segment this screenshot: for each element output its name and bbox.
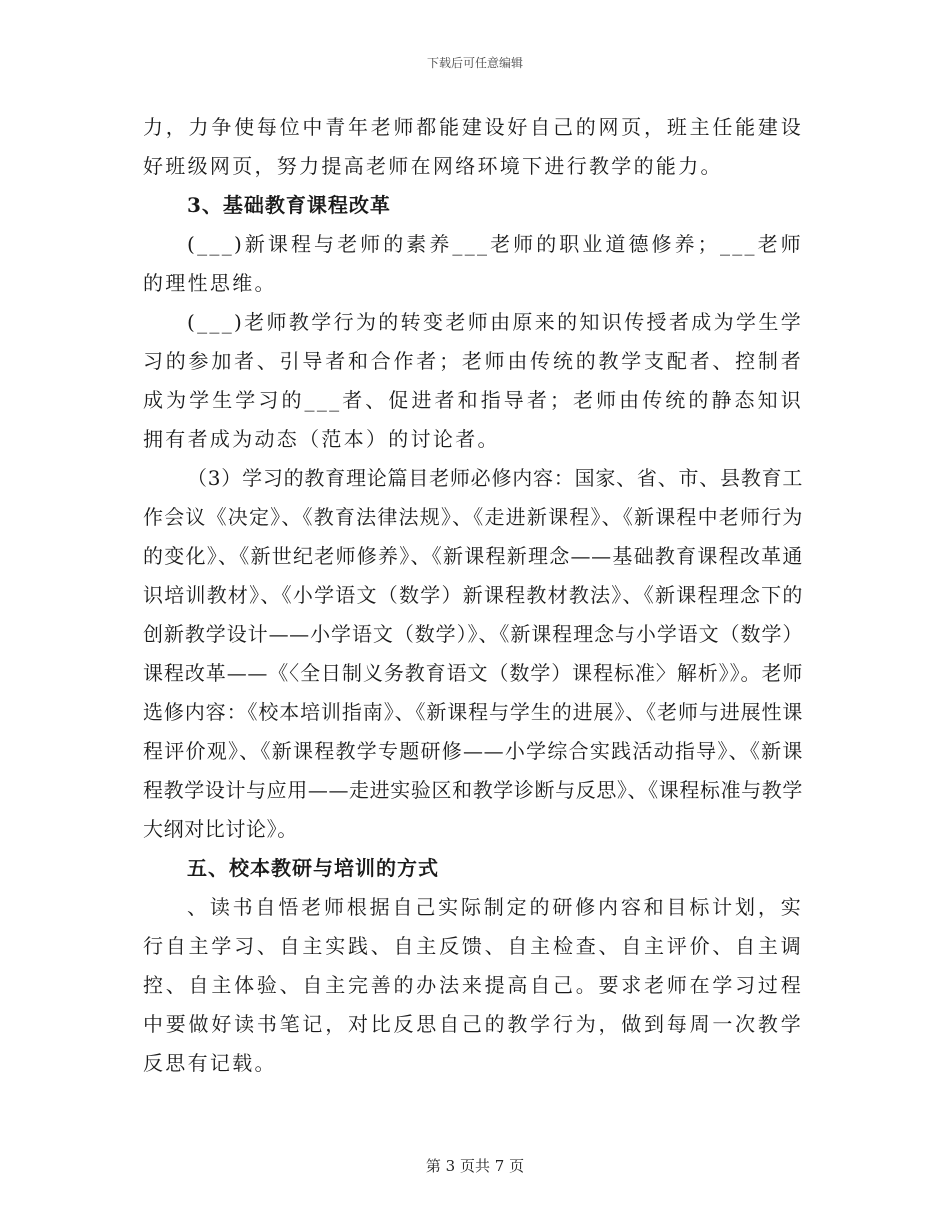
document-body [143, 108, 803, 1083]
paragraph-teacher-quality: (___)新课程与老师的素养___老师的职业道德修养；___老师的理性思维。 [143, 232, 803, 295]
paragraph-continuation: 力，力争使每位中青年老师都能建设好自己的网页，班主任能建设好班级网页，努力提高老师在网络环境下进行教学的能力。 [143, 115, 803, 178]
section-heading-curriculum-reform: 3、基础教育课程改革 [187, 193, 391, 217]
paragraph-teaching-behavior: (___)老师教学行为的转变老师由原来的知识传授者成为学生学习的参加者、引导者和合作者；老师由传统的教学支配者、控制者成为学生学习的___者、促进者和指导者；老师由传统的静态知识拥有者成为动态（范本）的讨论者。 [143, 310, 803, 451]
section-heading-training-methods: 五、校本教研与培训的方式 [187, 856, 439, 880]
page-header: 下载后可任意编辑 [426, 56, 523, 70]
paragraph-reading-list: （3）学习的教育理论篇目老师必修内容：国家、省、市、县教育工作会议《决定》、《教育法律法规》、《走进新课程》、《新课程中老师行为的变化》、《新世纪老师修养》、《新课程新理念——基础教育课程改革通识培训教材》、《小学语文（数学）新课程教材教法》、《新课程理念下的创新教学设计——小学语文（数学）》、《新课程理念与小学语文（数学）课程改革——《〈全日制义务教育语文（数学）课程标准〉解析》》。老师选修内容：《校本培训指南》、《新课程与学生的进展》、《老师与进展性课程评价观》、《新课程教学专题研修——小学综合实践活动指导》、《新课程教学设计与应用——走进实验区和教学诊断与反思》、《课程标准与教学大纲对比讨论》。 [143, 466, 803, 841]
paragraph-self-study: 、读书自悟老师根据自己实际制定的研修内容和目标计划，实行自主学习、自主实践、自主反馈、自主检查、自主评价、自主调控、自主体验、自主完善的办法来提高自己。要求老师在学习过程中要做好读书笔记，对比反思自己的教学行为，做到每周一次教学反思有记载。 [143, 895, 803, 1075]
page-footer: 第 3 页共 7 页 [425, 1157, 525, 1175]
